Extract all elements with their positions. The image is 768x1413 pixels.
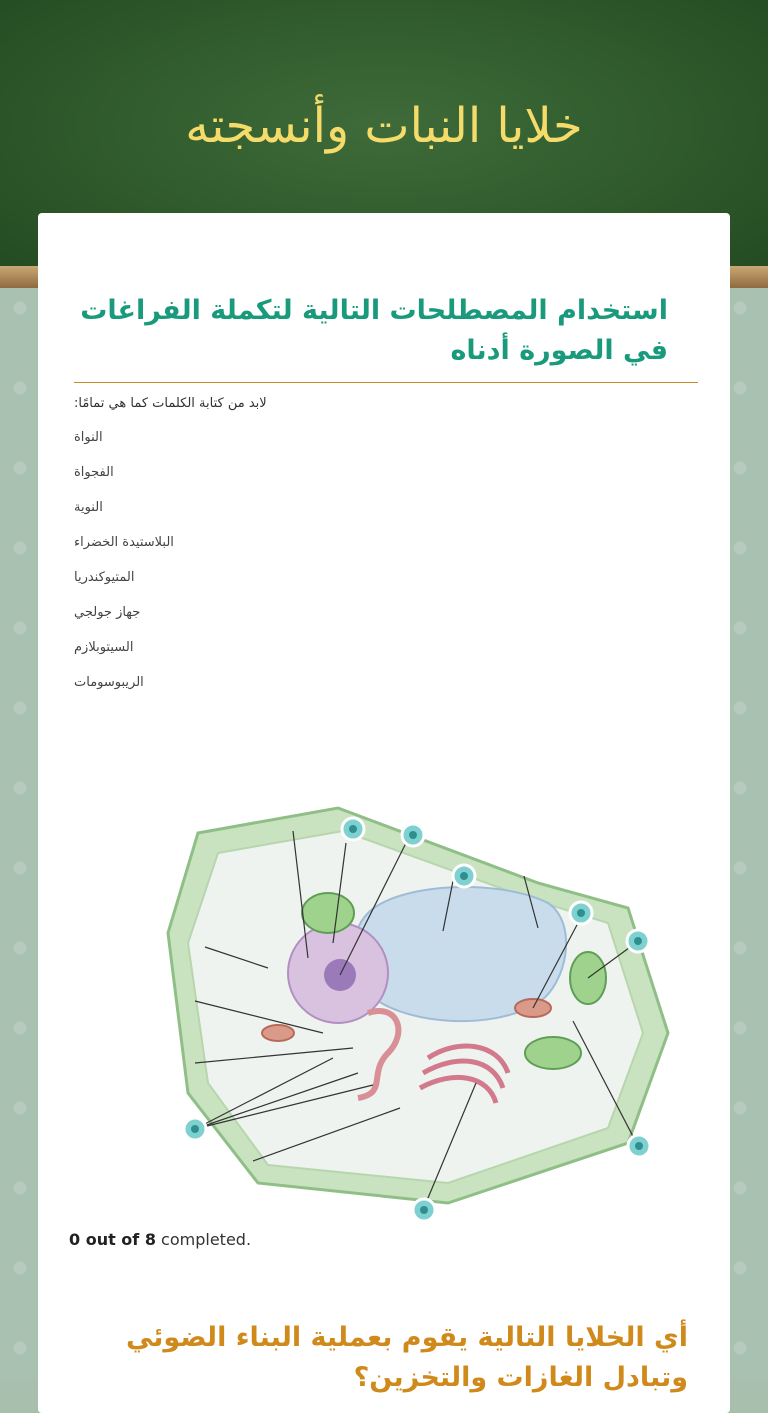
term-item: البلاستيدة الخضراء [74,535,174,550]
plant-cell-diagram [68,713,708,1228]
term-item: النواة [74,430,103,445]
title-divider [74,382,698,383]
page-title: خلايا النبات وأنسجته [185,98,583,154]
term-item: جهاز جولجي [74,605,141,620]
term-item: الفجواة [74,465,114,480]
chloroplast-shape [525,1037,581,1069]
progress-count: 0 out of 8 [69,1230,156,1249]
instruction-text: لابد من كتابة الكلمات كما هي تمامًا: [74,396,267,411]
term-item: الريبوسومات [74,675,144,690]
term-item: السيتوبلازم [74,640,134,655]
question-title: استخدام المصطلحات التالية لتكملة الفراغات في الصورة أدناه [80,295,668,366]
mitochondrion-shape [262,1025,294,1041]
term-item: المتيوكندريا [74,570,135,585]
term-item: النوية [74,500,103,515]
progress-suffix: completed. [155,1230,252,1249]
chloroplast-shape [302,893,354,933]
question2-title: أي الخلايا التالية يقوم بعملية البناء الضوئي وتبادل الغازات والتخزين؟ [125,1322,688,1393]
progress-text [69,1230,251,1249]
question-card [38,213,730,1413]
term-list [74,429,174,709]
